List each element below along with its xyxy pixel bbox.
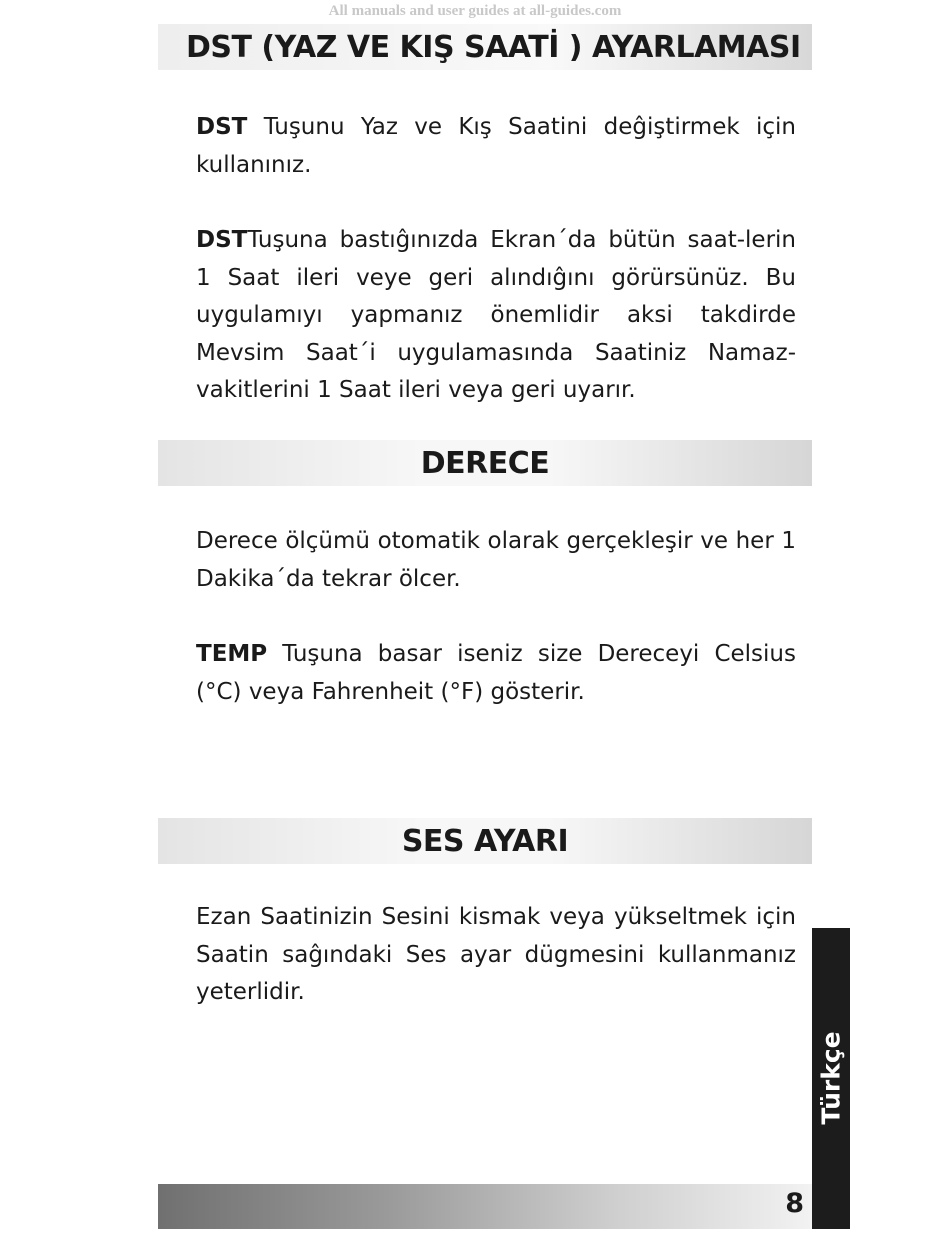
ses-paragraph-1 [196,899,796,1012]
dst-key-label-2: DST [196,227,248,253]
ses-paragraph-1-text: Ezan Saatinizin Sesini kismak veya yükseltmek için Saatin saĝındaki Ses ayar dügmesini kullanmanız yeterlidir. [196,904,796,1005]
language-tab [812,928,850,1229]
language-tab-label: Türkçe [816,1031,846,1125]
temp-key-label: TEMP [196,641,268,667]
dst-paragraph-2 [196,222,796,410]
derece-paragraph-2 [196,636,796,711]
section-title-dst: DST (YAZ VE KIŞ SAATİ ) AYARLAMASI [186,29,801,65]
section-title-derece: DERECE [420,445,550,481]
page-number: 8 [785,1188,804,1219]
derece-paragraph-2-text: Tuşuna basar iseniz size Dereceyi Celsius (°C) veya Fahrenheit (°F) gösterir. [196,641,796,705]
dst-paragraph-1-text: Tuşunu Yaz ve Kış Saatini deĝiştirmek için kullanınız. [196,114,796,178]
watermark-text: All manuals and user guides at all-guides.com [328,3,622,19]
section-header-dst [158,24,812,70]
dst-key-label: DST [196,114,248,140]
dst-paragraph-1 [196,109,796,184]
footer-bar [158,1184,812,1229]
dst-paragraph-2-text: Tuşuna bastıĝınızda Ekran´da bütün saat-lerin 1 Saat ileri veye geri alındıĝını görürsünüz. Bu uygulamıyı yapmanız önemlidir aksi takdirde Mevsim Saat´i uygulamasında Saatiniz Namaz-vakitlerini 1 Saat ileri veya geri uyarır. [196,227,796,403]
section-title-ses: SES AYARI [401,823,569,859]
section-header-derece [158,440,812,486]
section-header-ses [158,818,812,864]
derece-paragraph-1 [196,523,796,598]
derece-paragraph-1-text: Derece ölçümü otomatik olarak gerçekleşir ve her 1 Dakika´da tekrar ölcer. [196,528,796,592]
